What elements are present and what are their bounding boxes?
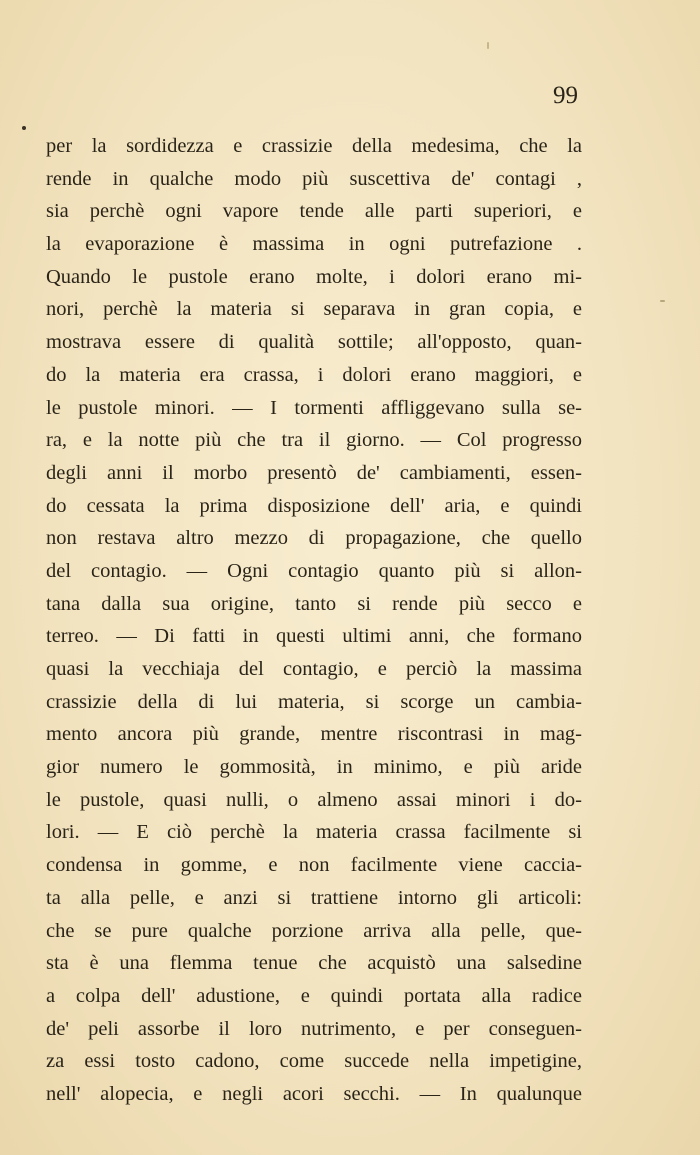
text-line: mostrava essere di qualità sottile; all'opposto, quan- [46, 331, 582, 354]
body-text [46, 130, 582, 1111]
text-line: nori, perchè la materia si separava in gran copia, e [46, 298, 582, 321]
text-line: rende in qualche modo più suscettiva de' contagi , [46, 167, 582, 190]
text-line: do cessata la prima disposizione dell' aria, e quindi [46, 494, 582, 517]
text-line: quasi la vecchiaja del contagio, e perciò la massima [46, 658, 582, 680]
text-line: le pustole minori. — I tormenti affliggevano sulla se- [46, 396, 582, 419]
text-line: mento ancora più grande, mentre riscontrasi in mag- [46, 723, 582, 746]
text-line: per la sordidezza e crassizie della medesima, che la [46, 135, 582, 157]
text-line: degli anni il morbo presentò de' cambiamenti, essen- [46, 461, 582, 484]
text-line: del contagio. — Ogni contagio quanto più si allon- [46, 559, 582, 582]
text-line: Quando le pustole erano molte, i dolori erano mi- [46, 265, 582, 288]
text-line: sia perchè ogni vapore tende alle parti superiori, e [46, 200, 582, 223]
text-line: de' peli assorbe il loro nutrimento, e per conseguen- [46, 1017, 582, 1040]
text-line: do la materia era crassa, i dolori erano maggiori, e [46, 363, 582, 386]
text-line: tana dalla sua origine, tanto si rende più secco e [46, 592, 582, 615]
paper-mark [487, 42, 489, 49]
text-line: za essi tosto cadono, come succede nella impetigine, [46, 1050, 582, 1073]
paper-mark [660, 300, 665, 302]
text-line: terreo. — Di fatti in questi ultimi anni, che formano [46, 625, 582, 648]
ink-speck [22, 126, 26, 130]
text-line: ta alla pelle, e anzi si trattiene intorno gli articoli: [46, 886, 582, 909]
text-line: le pustole, quasi nulli, o almeno assai minori i do- [46, 788, 582, 811]
text-line: condensa in gomme, e non facilmente viene caccia- [46, 854, 582, 877]
text-line: non restava altro mezzo di propagazione, che quello [46, 527, 582, 550]
page-number: 99 [553, 82, 578, 109]
text-line: che se pure qualche porzione arriva alla pelle, que- [46, 919, 582, 942]
text-line: nell' alopecia, e negli acori secchi. — In qualunque [46, 1082, 582, 1105]
text-line: gior numero le gommosità, in minimo, e più aride [46, 756, 582, 779]
text-line: sta è una flemma tenue che acquistò una salsedine [46, 952, 582, 975]
text-line: a colpa dell' adustione, e quindi portata alla radice [46, 984, 582, 1007]
text-line: la evaporazione è massima in ogni putrefazione . [46, 233, 582, 256]
text-line: lori. — E ciò perchè la materia crassa facilmente si [46, 821, 582, 844]
text-line: crassizie della di lui materia, si scorge un cambia- [46, 690, 582, 713]
text-line: ra, e la notte più che tra il giorno. — Col progresso [46, 429, 582, 452]
